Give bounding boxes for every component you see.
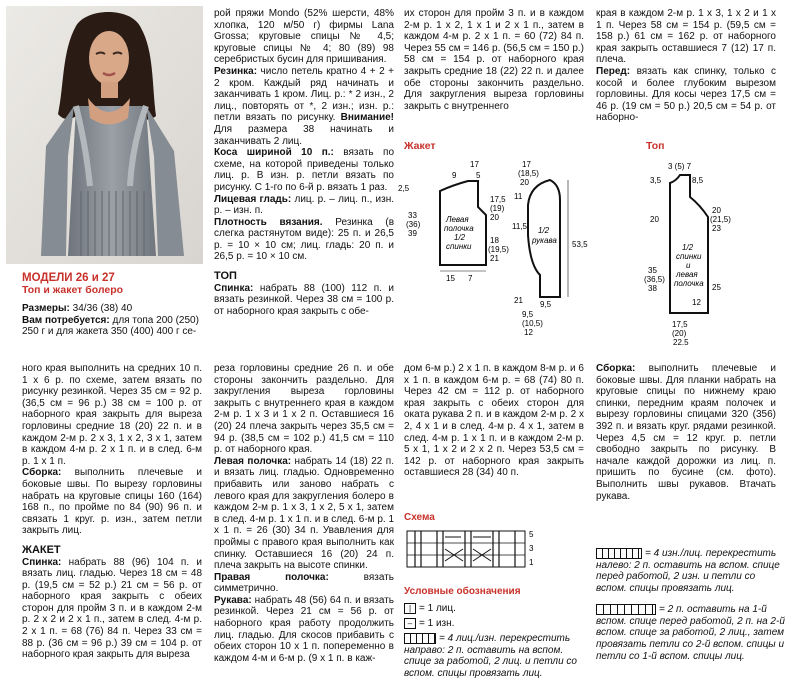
- model-photo: [6, 6, 203, 264]
- dim-17-5: 17,5: [490, 195, 506, 204]
- col4-sborka-label: Сборка:: [596, 363, 636, 374]
- dim-7: 7: [468, 274, 473, 283]
- zhaket-spinka-label: Спинка:: [22, 556, 62, 568]
- col2-bottom-text: реза горловины средние 26 п. и обе стороны закончить раздельно. Для закругления выреза горловины закрыть с внутреннего края в каждом 2-м р. 1 х 3 и 1 х 2 п. Оставшиеся 16 (20) 24 плеча закрыть через 35,5 см = 94 р. (38,5 см = 102 р.) 41,5 см = 110 р. от наборного края.: [214, 363, 394, 456]
- vnimanie-label: Внимание!: [335, 112, 394, 124]
- dim-17-5-top: 17,5: [672, 320, 688, 329]
- dim-9-5-b: 9,5: [522, 310, 534, 319]
- jacket-sleeve-label: 1/2 рукава: [532, 226, 557, 245]
- dim-21: 21: [490, 254, 499, 263]
- model-materials: [22, 303, 204, 338]
- model-photo-illustration: [6, 6, 203, 264]
- rukava-label: Рукава:: [214, 594, 252, 606]
- dim-sleeve-18-5: (18,5): [518, 169, 539, 178]
- kosa-label: Коса шириной 10 п.:: [214, 147, 334, 159]
- jacket-pattern-diagram: [398, 155, 598, 355]
- dim-12: 12: [524, 328, 533, 337]
- schema-row-5: 5: [529, 530, 534, 539]
- dim-18: 18: [490, 236, 499, 245]
- dim-21-sl: 21: [514, 296, 523, 305]
- model-header: [22, 271, 202, 297]
- col1-sborka-text: выполнить плечевые и боковые швы. По вырезу горловины набрать на круговые спицы 160 (164) 168 п., по пройме по 84 (90) 96 п. и связать 1 круг. р. изн., затем петли закрыть лиц.: [22, 467, 202, 537]
- col1-bottom-text: ного края выполнить на средних 10 п. 1 х 6 р. по схеме, затем вязать по рисунку резинкой. Через 35 см = 92 р. (36,5 см = 96 р.) 38 см = 100 р. от наборного края закрыть для выреза горловины средние 18 (20) 22 п. и в каждом 2-м р. 2 х 3, 1 х 2, 3 х 1, затем в каждом 4-м р. 2 х 1 п. и в след. 6-м р. 1 х 1 п.: [22, 363, 202, 467]
- knit-symbol-icon: |: [404, 603, 416, 614]
- yarn-text: рой пряжи Mondo (52% шерсти, 48% хлопка, 120 м/50 г) фирмы Lana Grossa; круговые спицы № 4,5; круговые спицы № 4; 80 (89) 98 серебристых бусин для пришивания.: [214, 8, 394, 66]
- dim-17: 17: [470, 160, 479, 169]
- vnimanie-text: Для размера 38 начинать и заканчивать 2 лиц.: [214, 123, 394, 147]
- legend-purl-text: = 1 изн.: [419, 618, 455, 630]
- plotnost-text: Резинка (в слегка растянутом виде): 25 п. и 26,5 р. = 10 × 10 см; лиц. гладь: 20 п. и 26,5 р. = 10 × 10 см.: [214, 216, 395, 263]
- dim-2-5: 2,5: [398, 184, 410, 193]
- schema-title: Схема: [404, 512, 435, 523]
- pered-label: Перед:: [596, 65, 631, 77]
- top-spinka-text: набрать 88 (100) 112 п. и вязать резинкой. Через 38 см = 100 р. от наборного края закрыть с обе-: [214, 282, 394, 317]
- legend-cross-left-text: = 4 изн./лиц. перекрестить налево: 2 п. оставить на вспом. спице перед работой, 2 изн. и петли со вспом. спицы провязать лиц.: [596, 548, 780, 594]
- dim-11-5: 11,5: [512, 222, 527, 231]
- jacket-diagram-title: Жакет: [404, 140, 436, 152]
- dim-3-5-7: 3 (5) 7: [668, 162, 692, 171]
- sizes-value: 34/36 (38) 40: [69, 303, 133, 314]
- dim-25: 25: [712, 283, 721, 292]
- dim-15: 15: [446, 274, 455, 283]
- column-2-top: [214, 8, 394, 317]
- model-subtitle: Топ и жакет болеро: [22, 284, 124, 296]
- top-pattern-diagram: [630, 155, 796, 345]
- dim-3-5: 3,5: [650, 176, 662, 185]
- dim-20-top: (20): [672, 329, 687, 338]
- legend-item-cable-six: [596, 604, 786, 662]
- rukava-text: набрать 48 (56) 64 п. и вязать резинкой. Через 21 см = 56 р. от наборного края работу продолжить лиц. гладью. Для скосов прибавить с обеих сторон 10 х 1 п. попеременно в каждом 4-м и 6-м р. (9 х 1 п. в каж-: [214, 594, 394, 664]
- dim-top-20b: 20: [712, 206, 721, 215]
- legend-title: Условные обозначения: [404, 586, 521, 597]
- cross-right-symbol-icon: [404, 633, 436, 644]
- dim-23: 23: [712, 224, 721, 233]
- column-3-bottom: [404, 363, 584, 479]
- legend-cable-six-text: = 2 п. оставить на 1-й вспом. спице перед работой, 2 п. на 2-й вспом. спице за работой, 2 лиц., затем провязать петли со 2-й вспом. спицы и петли со 1-й вспом. спицы лиц.: [596, 604, 785, 662]
- dim-53-5: 53,5: [572, 240, 588, 249]
- zhaket-spinka-text: набрать 88 (96) 104 п. и вязать лиц. гладью. Через 18 см = 48 р. (19,5 см = 52 р.) 21 см = 56 р. от наборного края закрыть с обеих сторон для пройм 3 п. и в каждом 2-м р. 2 х 2 и 2 х 1 п., затем в след. 4-м р. 2 х 1 п. = 68 (76) 84 п. Через 33 см = 88 р. (36 см = 96 р.) 39 см = 104 р. от наборного края закрыть для выреза: [22, 556, 202, 661]
- dim-12: 12: [692, 298, 701, 307]
- dim-22-5: 22,5: [673, 338, 689, 345]
- col4-sborka-text: выполнить плечевые и боковые швы. Для планки набрать на круговые спицы по нижнему краю спинки, передним краям полочек и вырезу горловины спицами 320 (356) 392 п. и вязать круг. рядами резинкой. Через 4,5 см = 12 круг. р. петли свободно закрыть по рисунку. В начале каждой дорожки из лиц. п. пришить по бусине (см. фото). Выполнить швы рукавов. Втачать рукава.: [596, 363, 776, 502]
- glad-text: лиц. р. – лиц. п., изн. р. – изн. п.: [214, 193, 395, 217]
- dim-sleeve-17: 17: [522, 160, 531, 169]
- dim-36-5: (36,5): [644, 275, 665, 284]
- dim-35: 35: [648, 266, 657, 275]
- schema-row-1: 1: [529, 558, 534, 567]
- plotnost-label: Плотность вязания.: [214, 216, 323, 228]
- dim-9-5: 9,5: [540, 300, 552, 309]
- col1-sborka-label: Сборка:: [22, 467, 62, 479]
- cross-left-symbol-icon: [596, 548, 642, 559]
- dim-10-5: (10,5): [522, 319, 543, 328]
- pravaya-label: Правая полочка:: [214, 571, 329, 583]
- pered-text: вязать как спинку, только с косой и более глубоким вырезом горловины. Для косы через 17,5 см = 46 р. (19 см = 50 р.) 20,5 см = 54 р. от наборно-: [596, 65, 776, 124]
- column-2-bottom: [214, 363, 394, 664]
- top-diagram-title: Топ: [646, 140, 665, 152]
- dim-5: 5: [476, 171, 481, 180]
- dim-19-5: (19,5): [488, 245, 509, 254]
- column-4-bottom: [596, 363, 776, 502]
- dim-39: 39: [408, 229, 417, 238]
- dim-38: 38: [648, 284, 657, 293]
- zhaket-heading: ЖАКЕТ: [22, 543, 61, 556]
- top-heading: ТОП: [214, 270, 237, 283]
- col3-bottom-text: дом 6-м р.) 2 х 1 п. в каждом 8-м р. и 6 х 1 п. в каждом 6-м р. = 68 (74) 80 п. Через 42 см = 112 р. от наборного края закрыть с обеих сторон для оката рукава 2 п. и в каждом 2-м р. 2 х 2, 4 х 1 и в след. 4-м р. 4 х 1, затем в след. 4-м р. 1 х 1 п. и в каждом 2-м р. 5 х 1, 1 х 2 и 2 х 2 п. Через 53,5 см = 142 р. от наборного края закрыть оставшиеся 28 (34) 40 п.: [404, 363, 584, 479]
- jacket-front-label: Левая полочка 1/2 спинки: [444, 215, 474, 251]
- needed-label: Вам потребуется:: [22, 314, 110, 326]
- glad-label: Лицевая гладь:: [214, 193, 292, 205]
- model-title: МОДЕЛИ 26 и 27: [22, 272, 115, 284]
- legend-cross-right-text: = 4 лиц./изн. перекрестить направо: 2 п. оставить на вспом. спице за работой, 2 лиц. и петли со вспом. спицы провязать лиц.: [404, 633, 577, 679]
- dim-9: 9: [452, 171, 457, 180]
- cable-schema-chart: [405, 523, 537, 577]
- schema-row-3: 3: [529, 544, 534, 553]
- dim-33: 33: [408, 211, 417, 220]
- kosa-text: вязать по схеме, на которой приведены только лиц. р. В изн. р. петли вязать по рисунку. С 1-го по 6-й р. вязать 1 раз.: [214, 147, 395, 193]
- legend-knit-text: = 1 лиц.: [419, 603, 456, 615]
- dim-20: 20: [490, 213, 499, 222]
- legend-item-cross-right: [404, 633, 592, 680]
- legend-item-knit: [404, 603, 456, 615]
- legend-item-purl: [404, 618, 454, 630]
- dim-36: (36): [406, 220, 421, 229]
- cable-six-symbol-icon: [596, 604, 656, 615]
- needed-value: для топа 200 (250) 250 г и для жакета 350 (400) 400 г се-: [22, 314, 199, 338]
- col3-top-text: их сторон для пройм 3 п. и в каждом 2-м р. 1 х 2, 1 х 1 и 2 х 1 п., затем в каждом 4-м р. 2 х 1 п. = 60 (72) 84 п. Через 55 см = 146 р. (56,5 см = 150 р.) 58 см = 154 р. от наборного края закрыть средние 18 (22) 22 п. и далее обе стороны закончить раздельно. Для закругления выреза горловины закрыть с внутреннего: [404, 8, 584, 112]
- dim-21-5: (21,5): [710, 215, 731, 224]
- sizes-label: Размеры:: [22, 303, 70, 314]
- purl-symbol-icon: –: [404, 618, 416, 629]
- column-4-top: [596, 8, 776, 124]
- levaya-label: Левая полочка:: [214, 455, 292, 467]
- top-spinka-label: Спинка:: [214, 282, 254, 294]
- pravaya-text: вязать симметрично.: [214, 571, 394, 595]
- rezinka-label: Резинка:: [214, 65, 258, 77]
- dim-8-5: 8,5: [692, 176, 704, 185]
- rezinka-text: число петель кратно 4 + 2 + 2 кром. Каждый ряд начинать и заканчивать 1 кром. Лиц. р.: * 2 изн., 2 лиц., повторять от *, 2 изн.; изн. р.: петли вязать по рисунку.: [214, 65, 394, 124]
- column-3-top: [404, 8, 584, 112]
- dim-top-20: 20: [650, 215, 659, 224]
- levaya-text: набрать 14 (18) 22 п. и вязать лиц. гладью. Одновременно прибавить или заново набрать с левого края для закругления болеро в каждом 2-м р. 1 х 3, 1 х 2, 5 х 1, затем в след. 4-м р. 1 х 1 п. и в след. 6-м р. 1 х 1 п. = 26 (30) 34 п. Увавления для проймы с правого края выполнить как спинку. Оставшиеся 16 (20) 24 п. плеча закрыть на высоте спинки.: [214, 455, 394, 572]
- column-1-bottom: [22, 363, 202, 661]
- dim-11: 11: [514, 192, 523, 201]
- col4-top-text: края в каждом 2-м р. 1 х 3, 1 х 2 и 1 х 1 п. Через 58 см = 154 р. (59,5 см = 158 р.) 61 см = 162 р. от наборного края закрыть оставшиеся 7 (12) 17 п. плеча.: [596, 8, 776, 66]
- legend-item-cross-left: [596, 548, 786, 595]
- dim-sleeve-20: 20: [520, 178, 529, 187]
- top-piece-label: 1/2 спинки и левая полочка: [674, 243, 704, 288]
- dim-19: (19): [490, 204, 505, 213]
